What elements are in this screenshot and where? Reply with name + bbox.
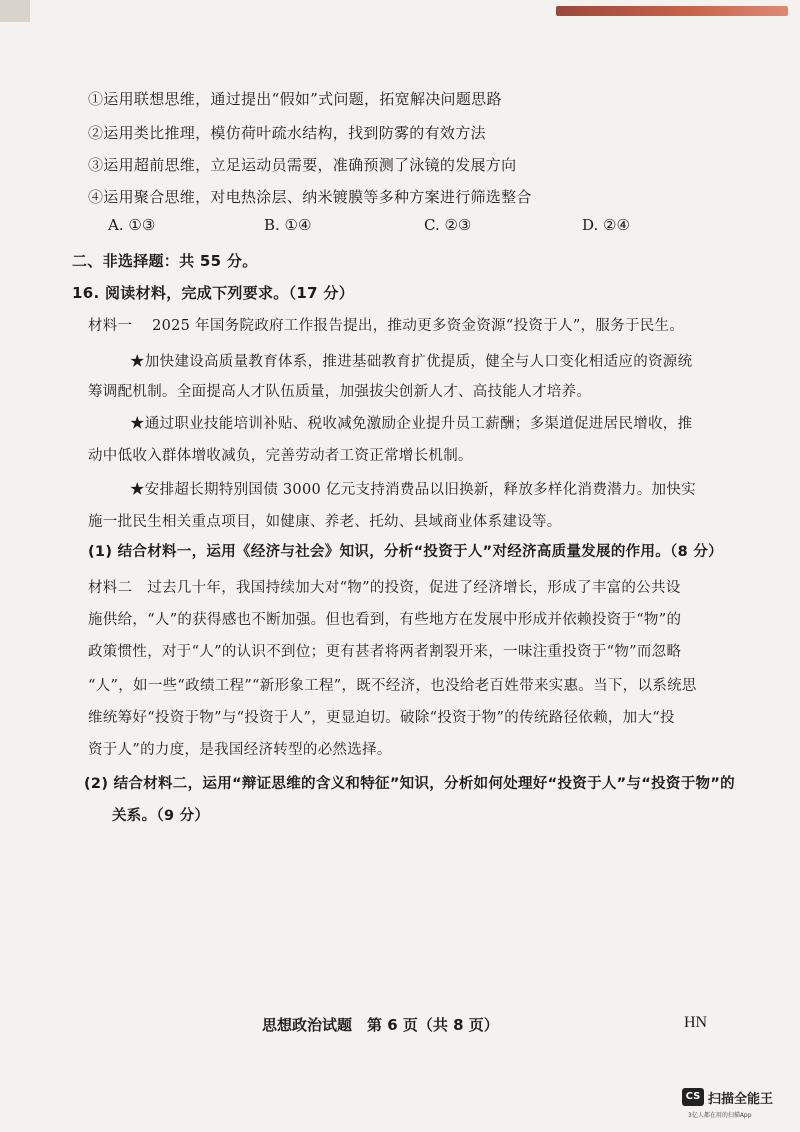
answer-choices [108, 216, 708, 236]
material1-p3b: 施一批民生相关重点项目，如健康、养老、托幼、县域商业体系建设等。 [88, 514, 562, 530]
material2-line5: 维统筹好“投资于物”与“投资于人”，更显迫切。破除“投资于物”的传统路径依赖，加大“投 [88, 710, 675, 726]
material1-p2a: ★通过职业技能培训补贴、税收减免激励企业提升员工薪酬；多渠道促进居民增收，推 [130, 416, 693, 432]
question-16: 16. 阅读材料，完成下列要求。（17 分） [72, 284, 354, 302]
scan-edge-mark [556, 6, 788, 16]
scanner-tagline: 3亿人都在用的扫描App [688, 1112, 752, 1119]
option-2: ②运用类比推理，模仿荷叶疏水结构，找到防雾的有效方法 [88, 124, 486, 142]
material2-line4: “人”，如一些“政绩工程”“新形象工程”，既不经济，也没给老百姓带来实惠。当下，以系统思 [88, 678, 697, 694]
scan-corner-mark [0, 0, 30, 22]
footer-title: 思想政治试题 第 6 页（共 8 页） [262, 1016, 499, 1034]
material1-p1b: 筹调配机制。全面提高人才队伍质量，加强拔尖创新人才、高技能人才培养。 [88, 384, 592, 400]
option-1: ①运用联想思维，通过提出“假如”式问题，拓宽解决问题思路 [88, 90, 502, 108]
choice-c: C. ②③ [424, 216, 472, 234]
material2-line6: 资于人”的力度，是我国经济转型的必然选择。 [88, 742, 392, 758]
choice-b: B. ①④ [264, 216, 312, 234]
material1-p2b: 动中低收入群体增收减负，完善劳动者工资正常增长机制。 [88, 448, 473, 464]
scanner-logo-icon: CS [682, 1088, 704, 1106]
material1-p1a: ★加快建设高质量教育体系，推进基础教育扩优提质，健全与人口变化相适应的资源统 [130, 354, 693, 370]
material2-line2: 施供给，“人”的获得感也不断加强。但也看到，有些地方在发展中形成并依赖投资于“物”的 [88, 612, 682, 628]
option-3: ③运用超前思维，立足运动员需要，准确预测了泳镜的发展方向 [88, 156, 517, 174]
material2-line1: 材料二 过去几十年，我国持续加大对“物”的投资，促进了经济增长，形成了丰富的公共设 [88, 580, 681, 596]
material1-p3a: ★安排超长期特别国债 3000 亿元支持消费品以旧换新，释放多样化消费潜力。加快实 [130, 482, 696, 498]
footer-code: HN [684, 1014, 708, 1031]
material1-intro: 材料一 2025 年国务院政府工作报告提出，推动更多资金资源“投资于人”，服务于民生。 [88, 318, 685, 334]
section-title: 二、非选择题：共 55 分。 [72, 252, 258, 270]
scanner-watermark [682, 1086, 792, 1122]
option-4: ④运用聚合思维，对电热涂层、纳米镀膜等多种方案进行筛选整合 [88, 188, 532, 206]
choice-a: A. ①③ [108, 216, 156, 234]
question-16-2-cont: 关系。（9 分） [112, 808, 210, 824]
question-16-2: (2) 结合材料二，运用“辩证思维的含义和特征”知识，分析如何处理好“投资于人”与“投资于物”的 [84, 776, 735, 792]
material2-line3: 政策惯性，对于“人”的认识不到位；更有甚者将两者割裂开来，一味注重投资于“物”而忽略 [88, 644, 682, 660]
choice-d: D. ②④ [582, 216, 630, 234]
question-16-1: (1) 结合材料一，运用《经济与社会》知识，分析“投资于人”对经济高质量发展的作用。（8 分） [88, 544, 723, 560]
scanner-app-name: 扫描全能王 [708, 1092, 774, 1107]
